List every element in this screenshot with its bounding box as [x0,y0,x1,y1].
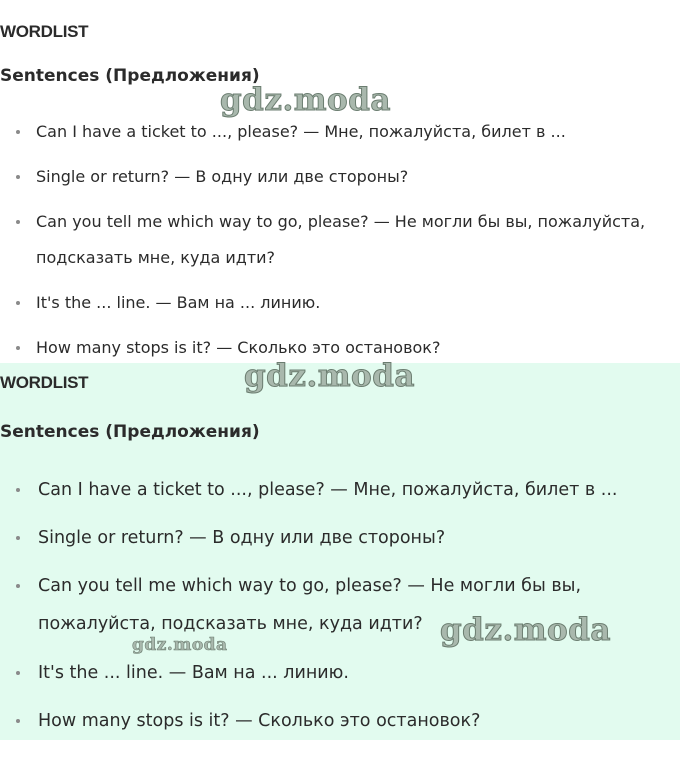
list-item-text: Can you tell me which way to go, please? — Не могли бы вы, пожалуйста, подсказать мне, куда идти? [38,576,582,634]
list-item-text: How many stops is it? — Сколько это остановок? [38,711,481,731]
wordlist-section-2 [0,363,680,740]
section-subheading: Sentences (Предложения) [0,66,260,86]
bullet-icon [16,584,20,588]
bullet-icon [16,220,20,224]
list-item-text: Single or return? — В одну или две стороны? [36,167,409,186]
section-heading: WORDLIST [0,373,89,392]
bullet-icon [16,175,20,179]
section-heading: WORDLIST [0,22,89,41]
section-subheading: Sentences (Предложения) [0,422,260,442]
list-item-text: Single or return? — В одну или две стороны? [38,528,446,548]
watermark-logo: gdz.moda [440,612,611,648]
list-item-text: Can I have a ticket to ..., please? — Мне, пожалуйста, билет в ... [36,122,566,141]
list-item-text: It's the ... line. — Вам на ... линию. [36,293,321,312]
list-item-text: It's the ... line. — Вам на ... линию. [38,663,349,683]
bullet-icon [16,719,20,723]
watermark-logo: gdz.moda [220,82,391,118]
list-item-text: Can I have a ticket to ..., please? — Мне, пожалуйста, билет в ... [38,480,618,500]
bullet-icon [16,346,20,350]
bullet-icon [16,301,20,305]
bullet-icon [16,130,20,134]
list-item-text: Can you tell me which way to go, please? — Не могли бы вы, пожалуйста, подсказать мне, куда идти? [36,212,646,267]
watermark-logo: gdz.moda [244,358,415,394]
list-item-text: How many stops is it? — Сколько это остановок? [36,338,441,357]
bullet-icon [16,536,20,540]
bullet-icon [16,671,20,675]
watermark-logo: gdz.moda [132,635,228,655]
wordlist-section-1 [0,0,680,363]
bullet-icon [16,488,20,492]
